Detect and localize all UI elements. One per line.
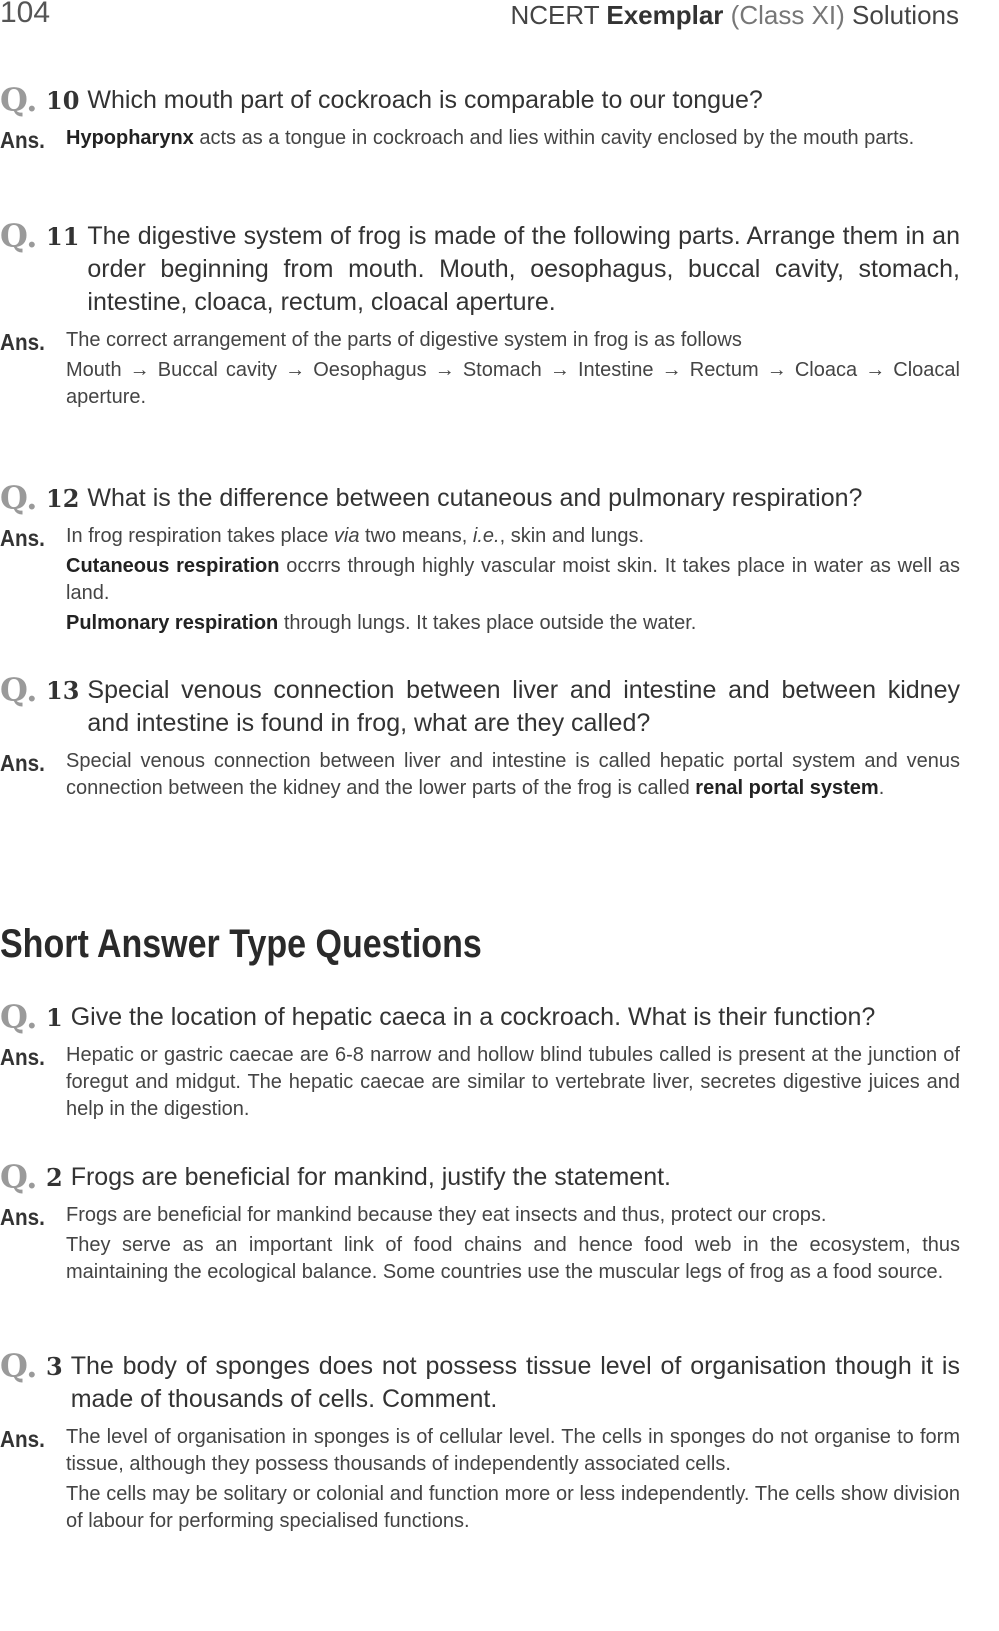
question-number: 12 [46, 484, 80, 513]
question-mark-label: Q. [0, 1158, 38, 1196]
answer-paragraph [66, 357, 960, 411]
answer-text: i.e. [472, 525, 500, 547]
answer-paragraph [66, 748, 960, 802]
question-mark-label: Q. [0, 998, 38, 1036]
answer-paragraph [66, 125, 960, 152]
question [0, 217, 960, 319]
answer-text: Mouth → Buccal cavity → Oesophagus → Stomach → Intestine → Rectum → Cloaca → Cloacal aperture. [66, 359, 960, 408]
answer-text: via [333, 525, 360, 547]
answer-text: acts as a tongue in cockroach and lies within cavity enclosed by the mouth parts. [193, 127, 915, 149]
question-number: 1 [46, 1003, 63, 1032]
question [0, 1347, 960, 1416]
question-block [0, 479, 960, 640]
answer [0, 523, 960, 640]
question-number: 10 [46, 86, 80, 115]
question-text: Special venous connection between liver and intestine and between kidney and intestine is found in frog, what are they called? [87, 676, 960, 737]
answer-term: Hypopharynx [66, 127, 194, 149]
question-number: 3 [46, 1352, 63, 1381]
question-number: 11 [46, 222, 80, 251]
answer-body [66, 327, 960, 414]
question-number: 2 [46, 1163, 63, 1192]
answer-term: renal portal system [695, 777, 879, 799]
answer-paragraph [66, 610, 960, 637]
answer-paragraph [66, 1424, 960, 1478]
question-block [0, 1347, 960, 1538]
answer-paragraph [66, 523, 960, 550]
question-mark-label: Q. [0, 217, 38, 255]
answer [0, 1424, 960, 1538]
answer-body [66, 748, 960, 805]
answer-body [66, 523, 960, 640]
question-block [0, 671, 960, 805]
answer-label: Ans. [0, 1204, 45, 1230]
question [0, 81, 960, 119]
question-mark-label: Q. [0, 479, 38, 517]
answer-label: Ans. [0, 750, 45, 776]
question-text: Give the location of hepatic caeca in a cockroach. What is their function? [70, 1003, 876, 1031]
answer-label: Ans. [0, 525, 45, 551]
answer-text: . [878, 777, 885, 799]
answer-text: two means, [359, 525, 473, 547]
question-block [0, 998, 960, 1126]
question-text: The body of sponges does not possess tissue level of organisation though it is made of thousands of cells. Comment. [70, 1352, 960, 1413]
question-mark-label: Q. [0, 671, 38, 709]
answer-paragraph [66, 1042, 960, 1123]
answer-label: Ans. [0, 127, 45, 153]
header-brand: NCERT [510, 0, 600, 30]
answer-label: Ans. [0, 329, 45, 355]
answer-label: Ans. [0, 1426, 45, 1452]
answer-label: Ans. [0, 1044, 45, 1070]
question [0, 671, 960, 740]
answer-paragraph [66, 1202, 960, 1229]
question-mark-label: Q. [0, 1347, 38, 1385]
answer-body [66, 1202, 960, 1289]
answer-text: The cells may be solitary or colonial and function more or less independently. The cells show division of labour for performing specialised functions. [66, 1483, 960, 1532]
question [0, 479, 960, 517]
answer-text: Hepatic or gastric caecae are 6-8 narrow and hollow blind tubules called is present at the junction of foregut and midgut. The hepatic caecae are similar to vertebrate liver, secretes digestive juices and help in the digestion. [66, 1044, 960, 1120]
answer [0, 1202, 960, 1289]
answer-body [66, 1424, 960, 1538]
answer-paragraph [66, 327, 960, 354]
answer-paragraph [66, 1481, 960, 1535]
running-header [511, 0, 960, 31]
answer-text: occrrs through highly vascular moist skin. It takes place in water as well as land. [66, 555, 960, 604]
answer [0, 327, 960, 414]
answer-paragraph [66, 553, 960, 607]
answer-text: Special venous connection between liver and intestine is called hepatic portal system and venus connection between the kidney and the lower parts of the frog is called [66, 750, 960, 799]
answer-text: They serve as an important link of food chains and hence food web in the ecosystem, thus maintaining the ecological balance. Some countries use the muscular legs of frog as a food source. [66, 1234, 960, 1283]
answer-text: The level of organisation in sponges is of cellular level. The cells in sponges do not organise to form tissue, although they possess thousands of independently associated cells. [66, 1426, 960, 1475]
answer-text: In frog respiration takes place [66, 525, 334, 547]
answer-text: through lungs. It takes place outside the water. [278, 612, 697, 634]
question-text: The digestive system of frog is made of the following parts. Arrange them in an order beginning from mouth. Mouth, oesophagus, buccal cavity, stomach, intestine, cloaca, rectum, cloacal aperture. [87, 222, 960, 316]
question-block [0, 81, 960, 155]
question [0, 998, 960, 1036]
question-number: 13 [46, 676, 80, 705]
question-block [0, 217, 960, 414]
answer-paragraph [66, 1232, 960, 1286]
answer-text: , skin and lungs. [499, 525, 645, 547]
header-suffix: Solutions [852, 0, 959, 30]
question [0, 1158, 960, 1196]
answer-body [66, 125, 960, 155]
answer [0, 125, 960, 155]
question-text: Frogs are beneficial for mankind, justify the statement. [70, 1163, 671, 1191]
section-heading: Short Answer Type Questions [0, 922, 482, 966]
question-text: What is the difference between cutaneous and pulmonary respiration? [87, 484, 863, 512]
question-block [0, 1158, 960, 1289]
page-number: 104 [0, 0, 51, 29]
header-title-bold: Exemplar [606, 0, 724, 30]
answer-body [66, 1042, 960, 1126]
question-mark-label: Q. [0, 81, 38, 119]
answer-term: Pulmonary respiration [66, 612, 279, 634]
answer-term: Cutaneous respiration [66, 555, 280, 577]
answer [0, 748, 960, 805]
answer-text: The correct arrangement of the parts of digestive system in frog is as follows [66, 329, 742, 351]
answer-text: Frogs are beneficial for mankind because they eat insects and thus, protect our crops. [66, 1204, 827, 1226]
header-class: (Class XI) [730, 0, 845, 30]
question-text: Which mouth part of cockroach is comparable to our tongue? [87, 86, 763, 114]
answer [0, 1042, 960, 1126]
